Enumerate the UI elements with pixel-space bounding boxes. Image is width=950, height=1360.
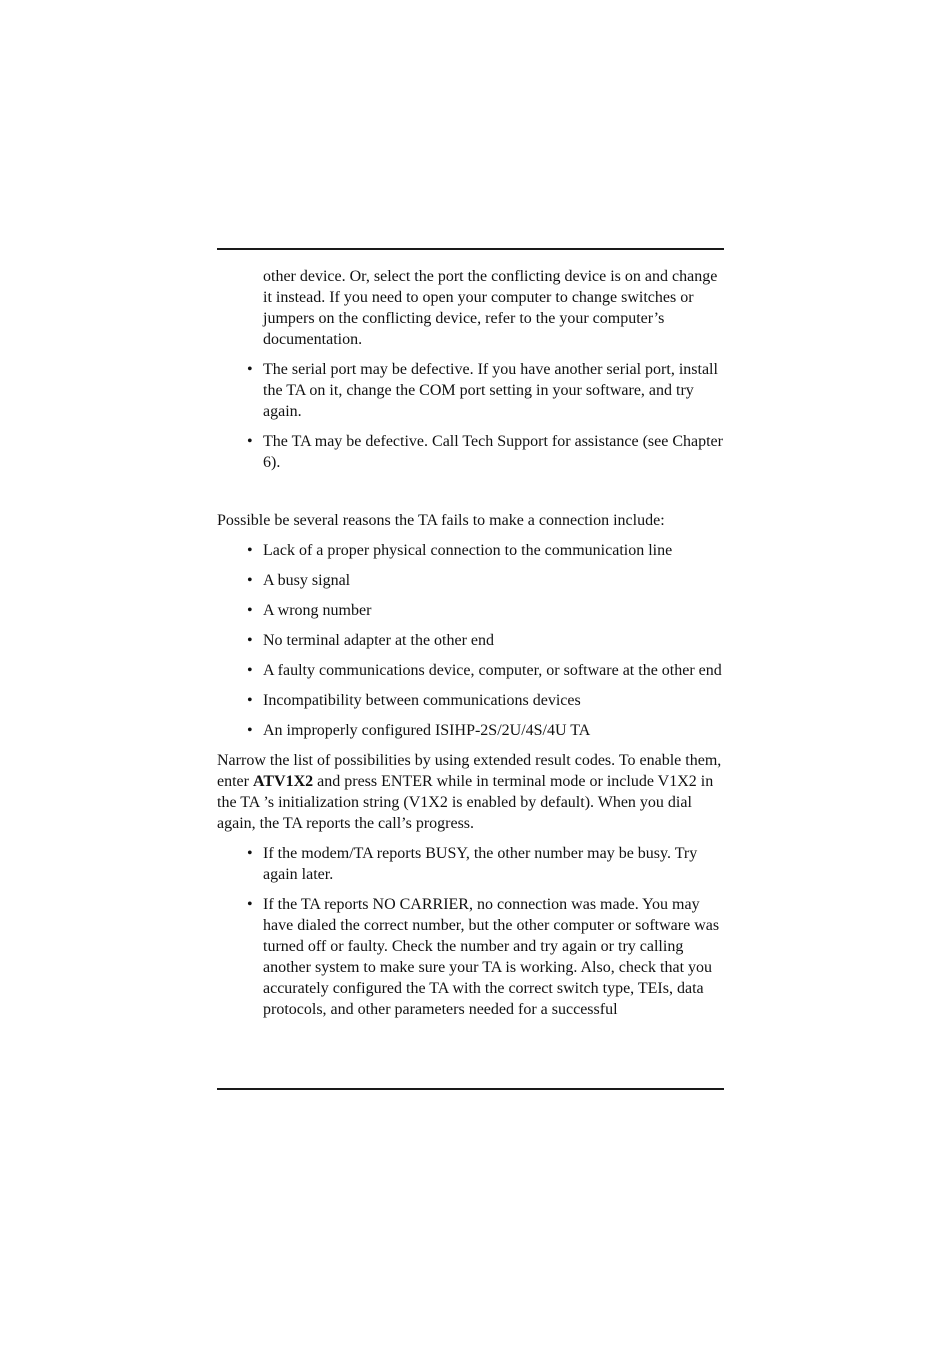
list-item-text: A wrong number [263,602,372,619]
bullet-icon: • [247,896,253,913]
command-atv1x2: ATV1X2 [252,773,314,790]
bullet-icon: • [247,542,253,559]
list-item-text: The TA may be defective. Call Tech Support for assistance (see Chapter 6). [263,433,723,471]
bullet-icon: • [247,602,253,619]
bottom-rule [217,1088,724,1090]
page-body [217,262,724,1020]
result-code-bullets [217,843,724,1020]
list-item-text: The serial port may be defective. If you have another serial port, install the TA on it, change the COM port setting in your software, and try again. [263,361,718,420]
list-item [247,570,724,591]
result-codes-text-after: and press ENTER while in terminal mode or include V1X2 in the TA ’s initialization string (V1X2 is enabled by default). When you dial again, the TA reports the call’s progress. [217,773,714,832]
list-item-text: A faulty communications device, computer, or software at the other end [263,662,722,679]
list-item-text: Lack of a proper physical connection to the communication line [263,542,673,559]
list-item [247,540,724,561]
bullet-icon: • [247,722,253,739]
continued-paragraph: other device. Or, select the port the conflicting device is on and change it instead. If you need to open your computer to change switches or jumpers on the conflicting device, refer to the your computer’s documentation. [263,268,718,348]
list-item [247,843,724,885]
bullet-icon: • [247,845,253,862]
list-item-text: If the modem/TA reports BUSY, the other number may be busy. Try again later. [263,845,698,883]
result-codes-paragraph [217,750,724,834]
list-item [247,630,724,651]
bullet-icon: • [247,361,253,378]
bullet-icon: • [247,632,253,649]
bullet-icon: • [247,662,253,679]
reasons-intro: Possible be several reasons the TA fails to make a connection include: [217,512,665,529]
troubleshooting-bullets [217,359,724,473]
list-item-text: A busy signal [263,572,351,589]
reasons-list [217,540,724,741]
list-item [247,600,724,621]
bullet-icon: • [247,572,253,589]
top-rule [217,248,724,250]
list-item [247,431,724,473]
list-item-text: No terminal adapter at the other end [263,632,495,649]
list-item [247,359,724,422]
list-item-text: Incompatibility between communications devices [263,692,581,709]
list-item [247,660,724,681]
list-item [247,690,724,711]
list-item-text: An improperly configured ISIHP-2S/2U/4S/4U TA [263,722,591,739]
list-item [247,894,724,1020]
list-item [247,720,724,741]
bullet-icon: • [247,692,253,709]
list-item-text: If the TA reports NO CARRIER, no connection was made. You may have dialed the correct number, but the other computer or software was turned off or faulty. Check the number and try again or try calling another system to make sure your TA is working. Also, check that you accurately configured the TA with the correct switch type, TEIs, data protocols, and other parameters needed for a successful [263,896,720,1018]
result-codes-text-before: Narrow the list of possibilities by using extended result codes. To enable them, enter [217,752,722,790]
bullet-icon: • [247,433,253,450]
